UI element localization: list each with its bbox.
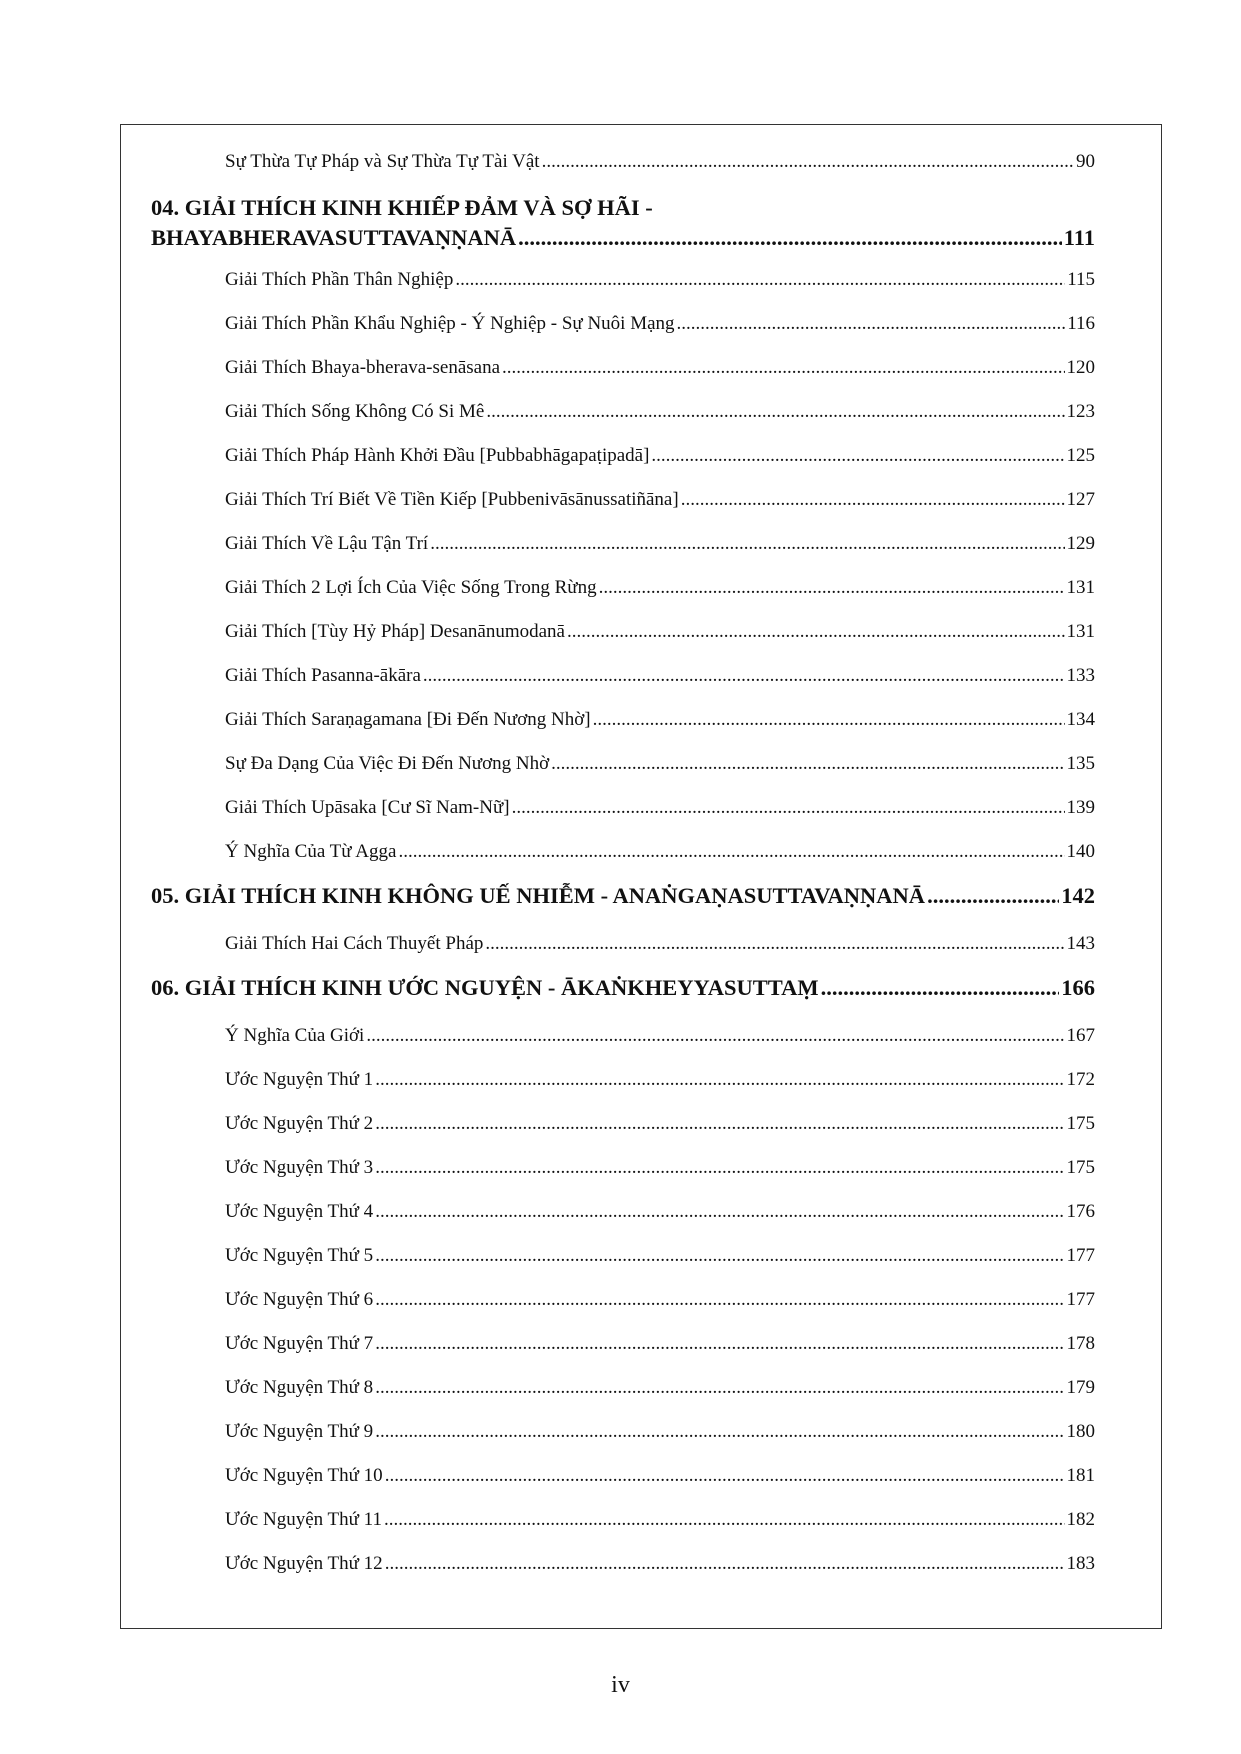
- dot-leader: [485, 931, 1064, 957]
- toc-entry-page: 127: [1066, 489, 1095, 510]
- toc-entry-title: Ước Nguyện Thứ 5: [225, 1245, 374, 1266]
- toc-entry-title: Ý Nghĩa Của Từ Agga: [225, 841, 397, 862]
- toc-entry[interactable]: [225, 149, 1095, 175]
- toc-entry-title: Giải Thích 2 Lợi Ích Của Việc Sống Trong Rừng: [225, 577, 597, 598]
- dot-leader: [366, 1023, 1064, 1049]
- toc-entry[interactable]: [225, 1199, 1095, 1225]
- toc-frame: [120, 124, 1162, 1629]
- toc-entry-page: 139: [1066, 797, 1095, 818]
- dot-leader: [375, 1067, 1064, 1093]
- chapter-heading-entry[interactable]: [151, 973, 1095, 1003]
- dot-leader: [651, 443, 1064, 469]
- toc-entry-page: 180: [1066, 1421, 1095, 1442]
- dot-leader: [512, 795, 1065, 821]
- chapter-heading[interactable]: 04. GIẢI THÍCH KINH KHIẾP ĐẢM VÀ SỢ HÃI -: [151, 195, 653, 220]
- toc-entry[interactable]: [225, 1067, 1095, 1093]
- toc-entry-page: 178: [1066, 1333, 1095, 1354]
- dot-leader: [384, 1507, 1065, 1533]
- toc-entry-title: Giải Thích Upāsaka [Cư Sĩ Nam-Nữ]: [225, 797, 510, 818]
- toc-entry-title: Ước Nguyện Thứ 3: [225, 1157, 374, 1178]
- chapter-title: 05. GIẢI THÍCH KINH KHÔNG UẾ NHIỄM - ANAṄGAṆASUTTAVAṆṆANĀ: [151, 883, 926, 908]
- toc-entry-title: Sự Đa Dạng Của Việc Đi Đến Nương Nhờ: [225, 753, 550, 774]
- toc-entry-title: Ước Nguyện Thứ 8: [225, 1377, 374, 1398]
- toc-entry-page: 120: [1066, 357, 1095, 378]
- dot-leader: [430, 531, 1064, 557]
- toc-entry-title: Ý Nghĩa Của Giới: [225, 1025, 365, 1046]
- toc-entry[interactable]: [225, 795, 1095, 821]
- toc-entry[interactable]: [225, 443, 1095, 469]
- dot-leader: [385, 1463, 1065, 1489]
- toc-entry-page: 172: [1066, 1069, 1095, 1090]
- toc-entry[interactable]: [225, 1463, 1095, 1489]
- dot-leader: [821, 973, 1060, 1003]
- toc-entry-title: Giải Thích Pasanna-ākāra: [225, 665, 421, 686]
- dot-leader: [502, 355, 1064, 381]
- chapter-title: 06. GIẢI THÍCH KINH ƯỚC NGUYỆN - ĀKAṄKHEYYASUTTAṂ: [151, 975, 819, 1000]
- toc-entry-page: 125: [1066, 445, 1095, 466]
- toc-entry-page: 131: [1066, 577, 1095, 598]
- toc-entry-title: Giải Thích Phần Thân Nghiệp: [225, 269, 454, 290]
- toc-entry-page: 140: [1066, 841, 1095, 862]
- toc-entry[interactable]: [225, 1111, 1095, 1137]
- toc-entry-title: Giải Thích Trí Biết Về Tiền Kiếp [Pubbenivāsānussatiñāna]: [225, 489, 679, 510]
- toc-entry[interactable]: [225, 311, 1095, 337]
- toc-entry-title: Ước Nguyện Thứ 11: [225, 1509, 382, 1530]
- toc-entry[interactable]: [225, 399, 1095, 425]
- toc-entry-page: 182: [1066, 1509, 1095, 1530]
- toc-entry[interactable]: [225, 707, 1095, 733]
- dot-leader: [375, 1111, 1064, 1137]
- toc-entry-title: Giải Thích [Tùy Hỷ Pháp] Desanānumodanā: [225, 621, 565, 642]
- dot-leader: [681, 487, 1065, 513]
- toc-entry-page: 131: [1066, 621, 1095, 642]
- toc-entry-title: Ước Nguyện Thứ 4: [225, 1201, 374, 1222]
- toc-entry-title: Giải Thích Saraṇagamana [Đi Đến Nương Nhờ]: [225, 709, 591, 730]
- toc-entry-title: Ước Nguyện Thứ 2: [225, 1113, 374, 1134]
- dot-leader: [518, 223, 1062, 253]
- toc-entry[interactable]: [225, 1023, 1095, 1049]
- dot-leader: [375, 1287, 1064, 1313]
- chapter-heading-entry[interactable]: [151, 223, 1095, 253]
- toc-entry-page: 133: [1066, 665, 1095, 686]
- chapter-page: 142: [1061, 883, 1095, 908]
- toc-entry-title: Giải Thích Phần Khẩu Nghiệp - Ý Nghiệp - Sự Nuôi Mạng: [225, 313, 675, 334]
- toc-entry[interactable]: [225, 619, 1095, 645]
- dot-leader: [486, 399, 1064, 425]
- toc-entry-title: Giải Thích Hai Cách Thuyết Pháp: [225, 933, 484, 954]
- toc-entry[interactable]: [225, 839, 1095, 865]
- toc-entry-page: 116: [1067, 313, 1095, 334]
- dot-leader: [375, 1375, 1064, 1401]
- dot-leader: [542, 149, 1074, 175]
- toc-entry[interactable]: [225, 751, 1095, 777]
- chapter-page: 166: [1061, 975, 1095, 1000]
- toc-entry[interactable]: [225, 1551, 1095, 1577]
- toc-entry[interactable]: [225, 1375, 1095, 1401]
- toc-entry[interactable]: [225, 267, 1095, 293]
- toc-entry-page: 177: [1066, 1245, 1095, 1266]
- toc-entry-title: Ước Nguyện Thứ 7: [225, 1333, 374, 1354]
- toc-entry-title: Giải Thích Về Lậu Tận Trí: [225, 533, 429, 554]
- toc-entry-title: Ước Nguyện Thứ 9: [225, 1421, 374, 1442]
- toc-entry-page: 183: [1066, 1553, 1095, 1574]
- dot-leader: [375, 1331, 1064, 1357]
- dot-leader: [398, 839, 1064, 865]
- toc-entry[interactable]: [225, 1507, 1095, 1533]
- toc-entry-title: Giải Thích Sống Không Có Si Mê: [225, 401, 485, 422]
- toc-entry-title: Giải Thích Pháp Hành Khởi Đầu [Pubbabhāgapaṭipadā]: [225, 445, 650, 466]
- dot-leader: [385, 1551, 1065, 1577]
- toc-entry-page: 167: [1066, 1025, 1095, 1046]
- toc-entry-page: 90: [1076, 151, 1095, 172]
- toc-entry-title: Ước Nguyện Thứ 1: [225, 1069, 374, 1090]
- toc-entry[interactable]: [225, 355, 1095, 381]
- toc-entry-title: Ước Nguyện Thứ 6: [225, 1289, 374, 1310]
- toc-entry-page: 179: [1066, 1377, 1095, 1398]
- dot-leader: [567, 619, 1065, 645]
- toc-entry[interactable]: [225, 575, 1095, 601]
- dot-leader: [455, 267, 1065, 293]
- dot-leader: [927, 881, 1059, 911]
- chapter-title: BHAYABHERAVASUTTAVAṆṆANĀ: [151, 225, 517, 250]
- toc-entry-page: 181: [1066, 1465, 1095, 1486]
- dot-leader: [375, 1155, 1064, 1181]
- dot-leader: [593, 707, 1065, 733]
- toc-entry[interactable]: [225, 1243, 1095, 1269]
- dot-leader: [551, 751, 1064, 777]
- dot-leader: [375, 1243, 1064, 1269]
- toc-entry-page: 129: [1066, 533, 1095, 554]
- toc-entry[interactable]: [225, 1331, 1095, 1357]
- chapter-page: 111: [1063, 225, 1095, 250]
- dot-leader: [599, 575, 1065, 601]
- dot-leader: [423, 663, 1065, 689]
- toc-entry-title: Sự Thừa Tự Pháp và Sự Thừa Tự Tài Vật: [225, 151, 540, 172]
- toc-entry-page: 143: [1066, 933, 1095, 954]
- toc-entry-page: 177: [1066, 1289, 1095, 1310]
- toc-entry[interactable]: [225, 1155, 1095, 1181]
- toc-entry[interactable]: [225, 531, 1095, 557]
- toc-entry-title: Giải Thích Bhaya-bherava-senāsana: [225, 357, 501, 378]
- toc-entry[interactable]: [225, 1419, 1095, 1445]
- page-number: iv: [611, 1672, 630, 1698]
- toc-entry[interactable]: [225, 487, 1095, 513]
- toc-entry[interactable]: [225, 663, 1095, 689]
- toc-entry-title: Ước Nguyện Thứ 10: [225, 1465, 383, 1486]
- toc-entry-page: 175: [1066, 1157, 1095, 1178]
- toc-entry-page: 115: [1067, 269, 1095, 290]
- toc-entry-title: Ước Nguyện Thứ 12: [225, 1553, 383, 1574]
- toc-entry[interactable]: [225, 931, 1095, 957]
- dot-leader: [375, 1419, 1064, 1445]
- dot-leader: [375, 1199, 1064, 1225]
- toc-entry-page: 176: [1066, 1201, 1095, 1222]
- toc-entry-page: 175: [1066, 1113, 1095, 1134]
- chapter-heading-entry[interactable]: [151, 881, 1095, 911]
- toc-entry[interactable]: [225, 1287, 1095, 1313]
- dot-leader: [677, 311, 1066, 337]
- toc-entry-page: 134: [1066, 709, 1095, 730]
- toc-entry-page: 123: [1066, 401, 1095, 422]
- toc-entry-page: 135: [1066, 753, 1095, 774]
